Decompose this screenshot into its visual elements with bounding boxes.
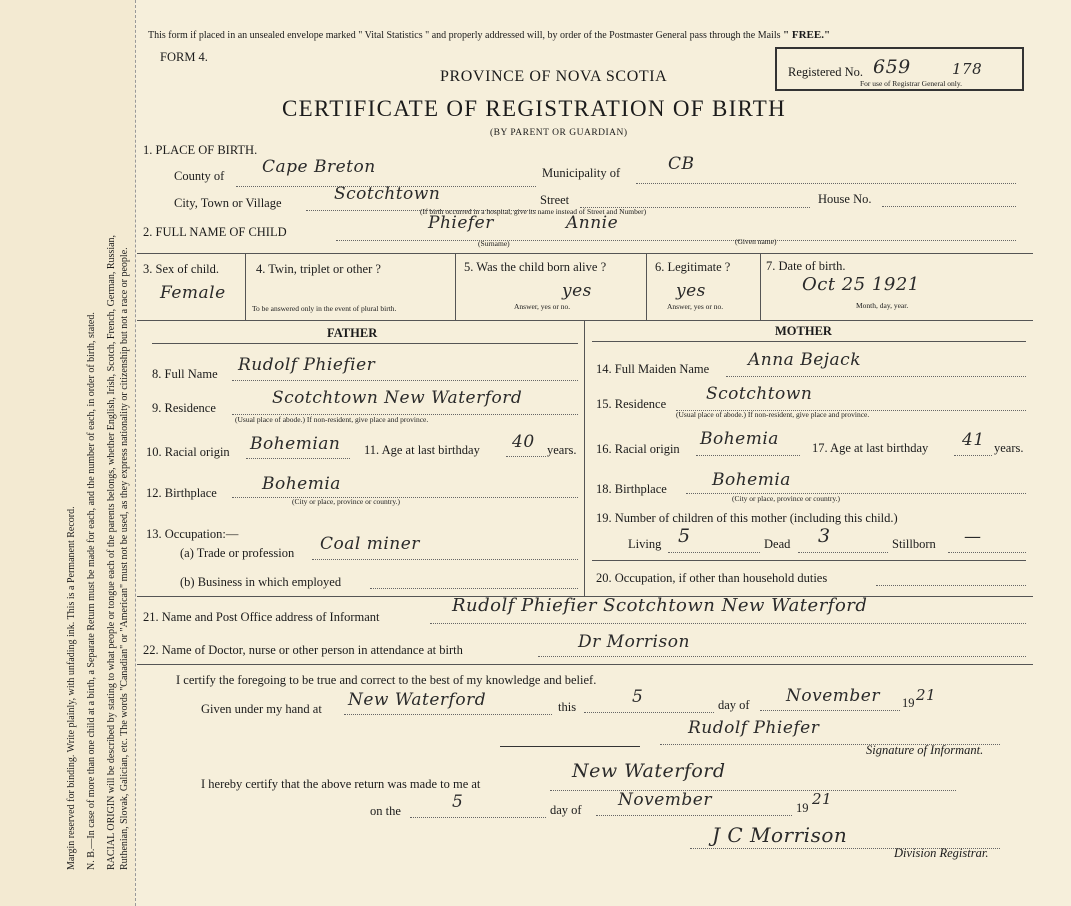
legitimate-value: yes bbox=[676, 281, 706, 301]
doctor-label: 22. Name of Doctor, nurse or other person in attendance at birth bbox=[143, 643, 463, 657]
child-name-label: 2. FULL NAME OF CHILD bbox=[143, 225, 287, 239]
given-month-value: November bbox=[786, 686, 880, 706]
registrar-day-of-label: day of bbox=[550, 803, 582, 817]
registrar-signature: J C Morrison bbox=[712, 823, 848, 847]
doctor-value: Dr Morrison bbox=[578, 632, 690, 652]
registrar-month-value: November bbox=[618, 790, 712, 810]
registrar-signature-label: Division Registrar. bbox=[894, 846, 989, 860]
father-occupation-label: 13. Occupation:— bbox=[146, 527, 239, 541]
postal-notice bbox=[148, 29, 830, 41]
street-label: Street bbox=[540, 193, 570, 207]
father-trade-value: Coal miner bbox=[320, 534, 420, 554]
father-residence-value: Scotchtown New Waterford bbox=[272, 388, 523, 408]
child-surname-value: Phiefer bbox=[428, 213, 494, 233]
margin-rule bbox=[135, 0, 136, 906]
registrar-on-the-label: on the bbox=[370, 804, 401, 818]
municipality-value: CB bbox=[668, 154, 695, 174]
hospital-note: (If birth occurred in a hospital, give its name instead of Street and Number) bbox=[420, 207, 647, 216]
mother-racial-label: 16. Racial origin bbox=[596, 442, 680, 456]
father-name-value: Rudolf Phiefier bbox=[238, 355, 376, 375]
city-value: Scotchtown bbox=[334, 184, 441, 204]
postal-notice-text: This form if placed in an unsealed envelope marked " Vital Statistics " and properly addressed will, by order of the Postmaster General pass through the Mails bbox=[148, 30, 781, 41]
mother-racial-value: Bohemia bbox=[700, 429, 779, 449]
province-name: PROVINCE OF NOVA SCOTIA bbox=[440, 68, 668, 85]
registered-label: Registered No. bbox=[788, 65, 863, 79]
father-heading: FATHER bbox=[327, 326, 378, 340]
mother-residence-note: (Usual place of abode.) If non-resident, give place and province. bbox=[676, 410, 870, 419]
dead-label: Dead bbox=[764, 537, 791, 551]
living-label: Living bbox=[628, 537, 662, 551]
father-age-value: 40 bbox=[512, 432, 535, 452]
informant-signature-label: Signature of Informant. bbox=[866, 743, 984, 757]
given-name-note: (Given name) bbox=[735, 237, 777, 246]
given-under-label: Given under my hand at bbox=[201, 702, 322, 716]
mother-residence-value: Scotchtown bbox=[706, 384, 813, 404]
dob-note: Month, day, year. bbox=[856, 301, 909, 310]
father-racial-label: 10. Racial origin bbox=[146, 445, 230, 459]
mother-birthplace-value: Bohemia bbox=[712, 470, 791, 490]
registered-number: 659 bbox=[873, 56, 911, 78]
sex-label: 3. Sex of child. bbox=[143, 262, 220, 276]
stillborn-value: — bbox=[964, 527, 982, 547]
certificate-subtitle: (BY PARENT OR GUARDIAN) bbox=[490, 128, 628, 138]
given-place-value: New Waterford bbox=[348, 690, 487, 710]
stillborn-label: Stillborn bbox=[892, 537, 936, 551]
informant-signature: Rudolf Phiefer bbox=[688, 718, 820, 738]
certificate-title: CERTIFICATE OF REGISTRATION OF BIRTH bbox=[282, 96, 787, 121]
mother-years-label: years. bbox=[994, 441, 1024, 455]
given-this-label: this bbox=[558, 700, 577, 714]
municipality-label: Municipality of bbox=[542, 166, 621, 180]
dead-value: 3 bbox=[818, 525, 831, 547]
given-year-prefix: 19 bbox=[902, 696, 915, 710]
twin-label: 4. Twin, triplet or other ? bbox=[256, 262, 381, 276]
mother-age-label: 17. Age at last birthday bbox=[812, 441, 929, 455]
county-value: Cape Breton bbox=[262, 157, 376, 177]
father-racial-value: Bohemian bbox=[250, 434, 341, 454]
mother-residence-label: 15. Residence bbox=[596, 397, 667, 411]
born-alive-value: yes bbox=[562, 281, 592, 301]
father-age-label: 11. Age at last birthday bbox=[364, 443, 480, 457]
registrar-certify-text: I hereby certify that the above return was made to me at bbox=[201, 777, 481, 791]
county-label: County of bbox=[174, 169, 225, 183]
child-given-value: Annie bbox=[566, 213, 619, 233]
registered-extra: 178 bbox=[952, 60, 983, 78]
registrar-day-value: 5 bbox=[452, 792, 464, 812]
children-count-label: 19. Number of children of this mother (including this child.) bbox=[596, 511, 898, 525]
mother-birthplace-note: (City or place, province or country.) bbox=[732, 494, 841, 503]
given-day-value: 5 bbox=[632, 687, 644, 707]
sex-value: Female bbox=[160, 283, 226, 303]
father-birthplace-note: (City or place, province or country.) bbox=[292, 497, 401, 506]
form-number: FORM 4. bbox=[160, 50, 208, 64]
city-label: City, Town or Village bbox=[174, 196, 282, 210]
father-trade-label: (a) Trade or profession bbox=[180, 546, 295, 560]
legitimate-label: 6. Legitimate ? bbox=[655, 260, 731, 274]
mother-heading: MOTHER bbox=[775, 324, 832, 338]
given-year-value: 21 bbox=[916, 686, 937, 704]
father-years-label: years. bbox=[547, 443, 577, 457]
father-residence-note: (Usual place of abode.) If non-resident, give place and province. bbox=[235, 415, 429, 424]
margin-note-3: RACIAL ORIGIN will be described by stating to what people or tongue each of the parents belongs, whether English, Irish, Scotch, French, German, Russian, bbox=[106, 234, 117, 870]
informant-certify-text: I certify the foregoing to be true and correct to the best of my knowledge and belief. bbox=[176, 673, 597, 687]
legitimate-note: Answer, yes or no. bbox=[667, 302, 724, 311]
mother-birthplace-label: 18. Birthplace bbox=[596, 482, 667, 496]
postal-notice-free: " FREE." bbox=[783, 29, 831, 41]
registrar-note: For use of Registrar General only. bbox=[860, 79, 962, 88]
margin-note-4: Ruthenian, Slovak, Galician, etc. The words "Canadian" or "American" must not be used, as they express nationality or citizenship but not a race or people. bbox=[119, 247, 130, 870]
mother-age-value: 41 bbox=[962, 430, 985, 450]
registrar-year-prefix: 19 bbox=[796, 801, 809, 815]
dob-label: 7. Date of birth. bbox=[766, 259, 846, 273]
living-value: 5 bbox=[678, 525, 691, 547]
father-residence-label: 9. Residence bbox=[152, 401, 216, 415]
mother-name-label: 14. Full Maiden Name bbox=[596, 362, 710, 376]
dob-value: Oct 25 1921 bbox=[802, 274, 920, 295]
twin-note: To be answered only in the event of plural birth. bbox=[252, 304, 397, 313]
margin-note-1: Margin reserved for binding. Write plainly, with unfading ink. This is a Permanent Record. bbox=[66, 506, 77, 870]
mother-name-value: Anna Bejack bbox=[748, 350, 861, 370]
margin-note-2: N. B.—In case of more than one child at a birth, a Separate Return must be made for each, and the number of each, in order of birth, stated. bbox=[86, 312, 97, 870]
registrar-place-value: New Waterford bbox=[572, 760, 726, 782]
informant-value: Rudolf Phiefier Scotchtown New Waterford bbox=[452, 595, 868, 616]
place-of-birth-heading: 1. PLACE OF BIRTH. bbox=[143, 143, 258, 157]
father-birthplace-value: Bohemia bbox=[262, 474, 341, 494]
registrar-year-value: 21 bbox=[812, 790, 833, 808]
born-alive-label: 5. Was the child born alive ? bbox=[464, 260, 607, 274]
born-alive-note: Answer, yes or no. bbox=[514, 302, 571, 311]
father-birthplace-label: 12. Birthplace bbox=[146, 486, 217, 500]
mother-occupation-label: 20. Occupation, if other than household duties bbox=[596, 571, 828, 585]
informant-label: 21. Name and Post Office address of Informant bbox=[143, 610, 380, 624]
father-name-label: 8. Full Name bbox=[152, 367, 218, 381]
house-number-label: House No. bbox=[818, 192, 872, 206]
father-business-label: (b) Business in which employed bbox=[180, 575, 342, 589]
surname-note: (Surname) bbox=[478, 239, 510, 248]
given-day-of-label: day of bbox=[718, 698, 750, 712]
